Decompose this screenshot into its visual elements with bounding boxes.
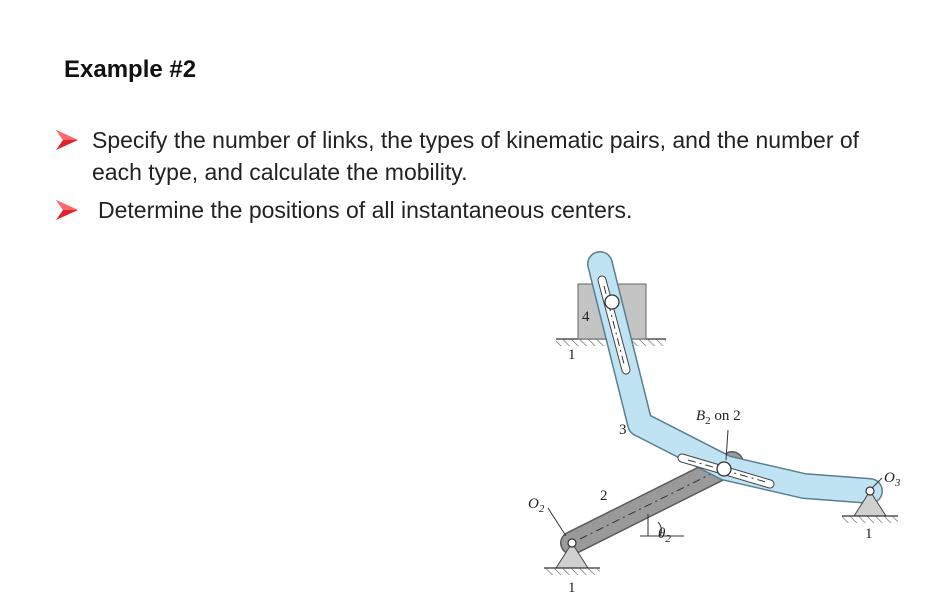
label-theta-2: $\theta_2$ bbox=[658, 526, 671, 545]
bullet-text: Determine the positions of all instantaneous centers. bbox=[98, 197, 633, 223]
slider-pin bbox=[605, 295, 619, 309]
label-b2-on-2: $B_2$ on 2 bbox=[696, 408, 741, 427]
bullet-arrow-icon bbox=[56, 130, 78, 150]
mechanism-figure bbox=[520, 246, 920, 604]
bullet-text: Specify the number of links, the types of kinematic pairs, and the number of each type, and calculate the mobility. bbox=[92, 127, 860, 185]
label-o2: $O_2$ bbox=[528, 496, 545, 515]
mechanism-diagram bbox=[520, 246, 920, 604]
label-ground-bottom-left: 1 bbox=[568, 580, 576, 596]
pin-b2 bbox=[717, 462, 731, 476]
label-link-4: 4 bbox=[582, 309, 590, 325]
label-link-3: 3 bbox=[619, 422, 627, 438]
label-link-2: 2 bbox=[600, 488, 608, 504]
bullet-item-instant-centers bbox=[56, 194, 876, 226]
label-o3: $O_3$ bbox=[884, 470, 901, 489]
bullet-item-mobility bbox=[56, 124, 876, 188]
link-2 bbox=[572, 463, 732, 543]
leader-o2 bbox=[548, 508, 566, 536]
label-ground-top: 1 bbox=[568, 347, 576, 363]
slide-title: Example #2 bbox=[64, 56, 197, 83]
bullet-arrow-icon bbox=[56, 200, 78, 220]
label-ground-bottom-right: 1 bbox=[865, 526, 873, 542]
